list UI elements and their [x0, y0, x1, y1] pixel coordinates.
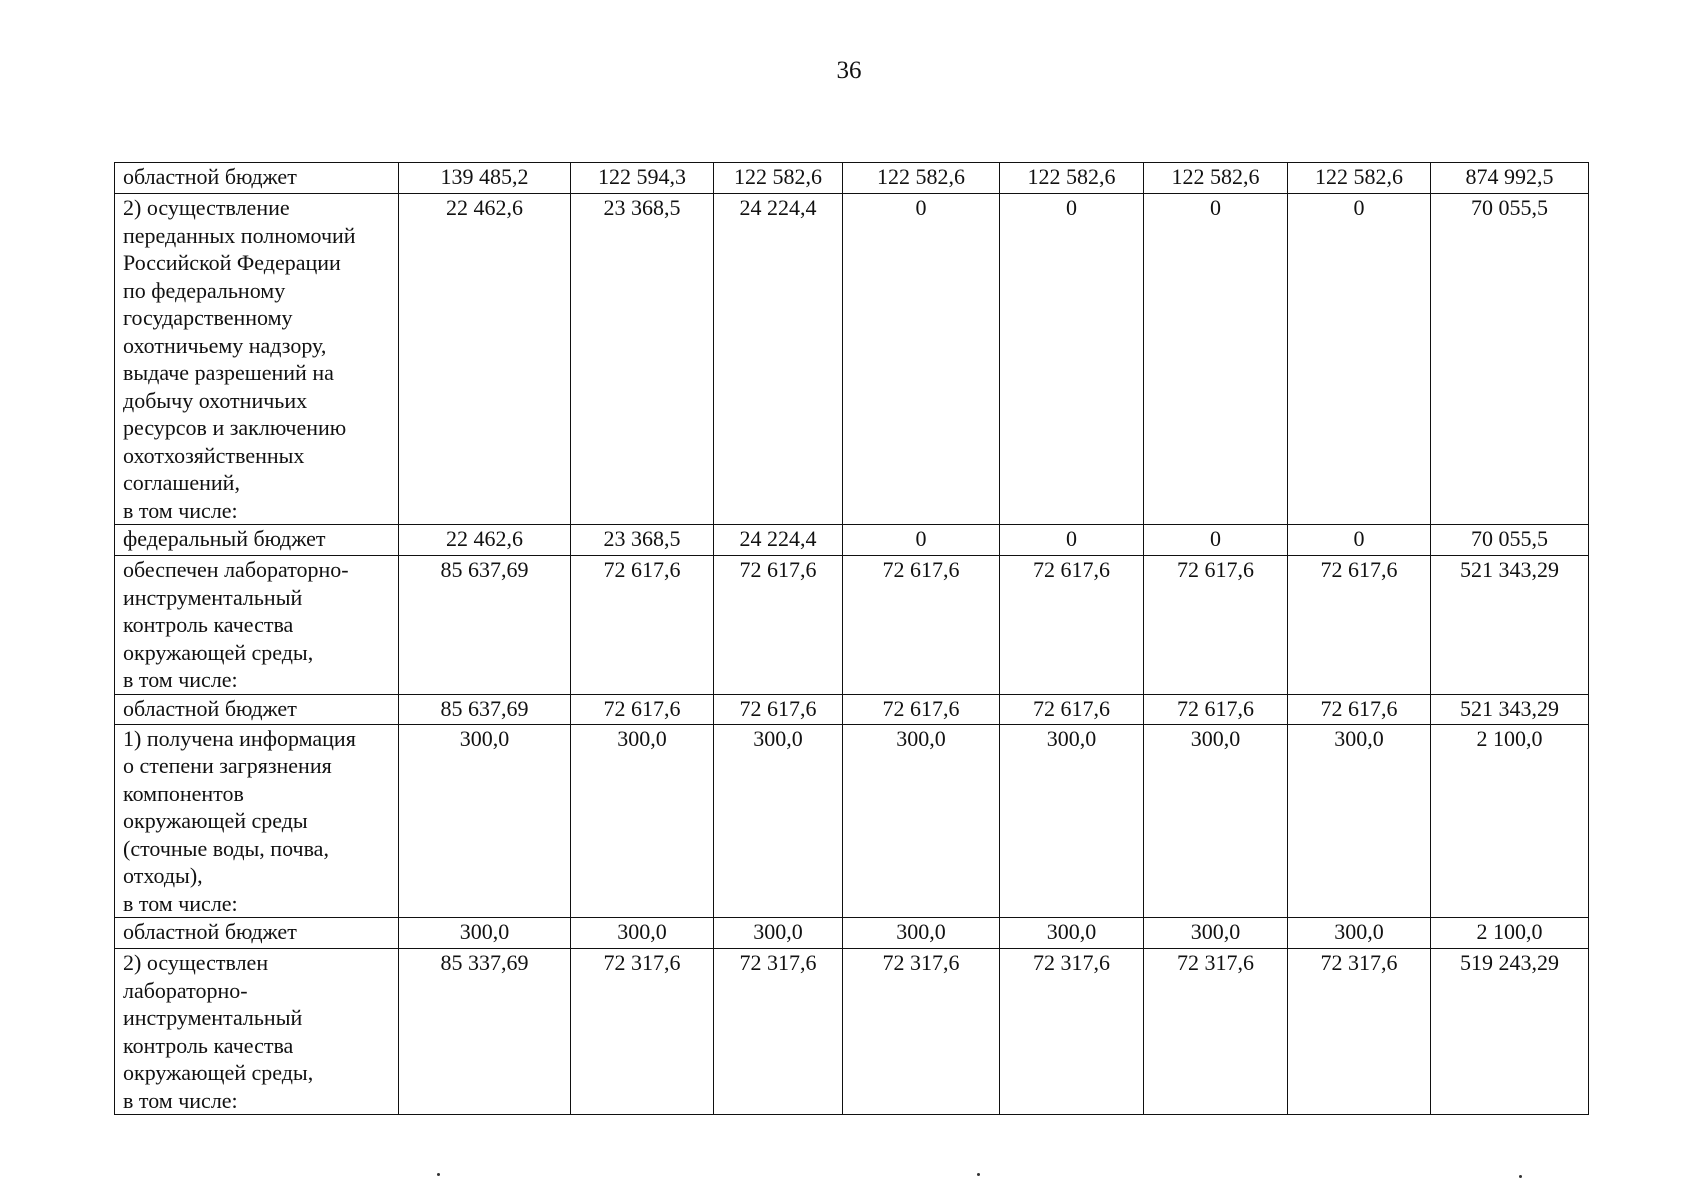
table-cell: 300,0: [399, 724, 571, 918]
table-cell: 519 243,29: [1431, 949, 1589, 1115]
table-cell: 72 617,6: [1288, 556, 1431, 695]
table-cell: 85 337,69: [399, 949, 571, 1115]
row-label: [115, 694, 399, 724]
table-cell: 72 617,6: [1144, 694, 1288, 724]
table-row: [115, 163, 1589, 194]
table-cell: 72 317,6: [1288, 949, 1431, 1115]
table-cell: 0: [843, 194, 1000, 525]
table-cell: 122 582,6: [1000, 163, 1144, 194]
table-cell: 300,0: [714, 724, 843, 918]
table-cell: 300,0: [1144, 918, 1288, 949]
table-cell: 2 100,0: [1431, 724, 1589, 918]
table-cell: 72 617,6: [1288, 694, 1431, 724]
table-cell: 300,0: [571, 724, 714, 918]
table-cell: 72 317,6: [571, 949, 714, 1115]
table-cell: 300,0: [1288, 724, 1431, 918]
table-cell: 23 368,5: [571, 525, 714, 556]
table-cell: 122 582,6: [1288, 163, 1431, 194]
row-label-text: областной бюджет: [123, 919, 297, 944]
page-number: 36: [836, 57, 862, 84]
table-cell: 300,0: [1144, 724, 1288, 918]
table-row: [115, 918, 1589, 949]
table-cell: 72 317,6: [714, 949, 843, 1115]
row-label-text: федеральный бюджет: [123, 526, 326, 551]
row-label: [115, 949, 399, 1115]
table-cell: 139 485,2: [399, 163, 571, 194]
scan-artifact-dot: [437, 1173, 440, 1176]
table-cell: 122 582,6: [714, 163, 843, 194]
table-cell: 72 317,6: [843, 949, 1000, 1115]
table-cell: 72 617,6: [843, 556, 1000, 695]
table-cell: 72 617,6: [571, 556, 714, 695]
table-cell: 0: [843, 525, 1000, 556]
table-row: [115, 694, 1589, 724]
table-row: [115, 949, 1589, 1115]
table-cell: 300,0: [1000, 918, 1144, 949]
table-cell: 122 582,6: [843, 163, 1000, 194]
table-cell: 72 317,6: [1144, 949, 1288, 1115]
table-cell: 22 462,6: [399, 525, 571, 556]
table-cell: 2 100,0: [1431, 918, 1589, 949]
table-cell: 300,0: [571, 918, 714, 949]
table-cell: 0: [1000, 194, 1144, 525]
table-cell: 0: [1288, 525, 1431, 556]
table-cell: 70 055,5: [1431, 525, 1589, 556]
table-row: [115, 724, 1589, 918]
table-row: [115, 525, 1589, 556]
row-label-text: 1) получена информация о степени загрязнения компонентов окружающей среды (сточные воды, почва, отходы), в том числе:: [123, 725, 356, 916]
table-cell: 85 637,69: [399, 556, 571, 695]
table-cell: 0: [1144, 525, 1288, 556]
table-cell: 72 617,6: [1000, 694, 1144, 724]
budget-table: [114, 162, 1589, 1115]
row-label-text: обеспечен лабораторно- инструментальный контроль качества окружающей среды, в том числе:: [123, 557, 349, 692]
table-cell: 24 224,4: [714, 194, 843, 525]
table-row: [115, 194, 1589, 525]
row-label: [115, 163, 399, 194]
table-cell: 72 617,6: [1000, 556, 1144, 695]
table-cell: 300,0: [1288, 918, 1431, 949]
row-label-text: 2) осуществлен лабораторно- инструментальный контроль качества окружающей среды, в том числе:: [123, 950, 314, 1113]
table-row: [115, 556, 1589, 695]
table-cell: 72 317,6: [1000, 949, 1144, 1115]
table-cell: 72 617,6: [714, 556, 843, 695]
table-cell: 72 617,6: [843, 694, 1000, 724]
table-cell: 70 055,5: [1431, 194, 1589, 525]
table-cell: 23 368,5: [571, 194, 714, 525]
table-cell: 22 462,6: [399, 194, 571, 525]
scan-artifact-dot: [977, 1173, 980, 1176]
table-cell: 300,0: [714, 918, 843, 949]
row-label: [115, 918, 399, 949]
table-cell: 0: [1144, 194, 1288, 525]
row-label: [115, 724, 399, 918]
table-cell: 521 343,29: [1431, 694, 1589, 724]
table-cell: 122 582,6: [1144, 163, 1288, 194]
row-label-text: областной бюджет: [123, 695, 297, 721]
scan-artifact-dot: [1519, 1175, 1522, 1178]
table-cell: 300,0: [399, 918, 571, 949]
row-label: [115, 194, 399, 525]
table-cell: 0: [1288, 194, 1431, 525]
table-cell: 72 617,6: [714, 694, 843, 724]
row-label-text: областной бюджет: [123, 164, 297, 189]
table-cell: 72 617,6: [571, 694, 714, 724]
table-cell: 85 637,69: [399, 694, 571, 724]
row-label: [115, 525, 399, 556]
row-label: [115, 556, 399, 695]
table-cell: 521 343,29: [1431, 556, 1589, 695]
row-label-text: 2) осуществление переданных полномочий Российской Федерации по федеральному государственному охотничьему надзору, выдаче разрешений на добычу охотничьих ресурсов и заключению охотхозяйственных соглашений, в том числе:: [123, 195, 356, 523]
table-cell: 300,0: [843, 724, 1000, 918]
table-cell: 24 224,4: [714, 525, 843, 556]
table-cell: 0: [1000, 525, 1144, 556]
table-cell: 122 594,3: [571, 163, 714, 194]
table-cell: 300,0: [1000, 724, 1144, 918]
table-cell: 300,0: [843, 918, 1000, 949]
table-cell: 874 992,5: [1431, 163, 1589, 194]
table-cell: 72 617,6: [1144, 556, 1288, 695]
